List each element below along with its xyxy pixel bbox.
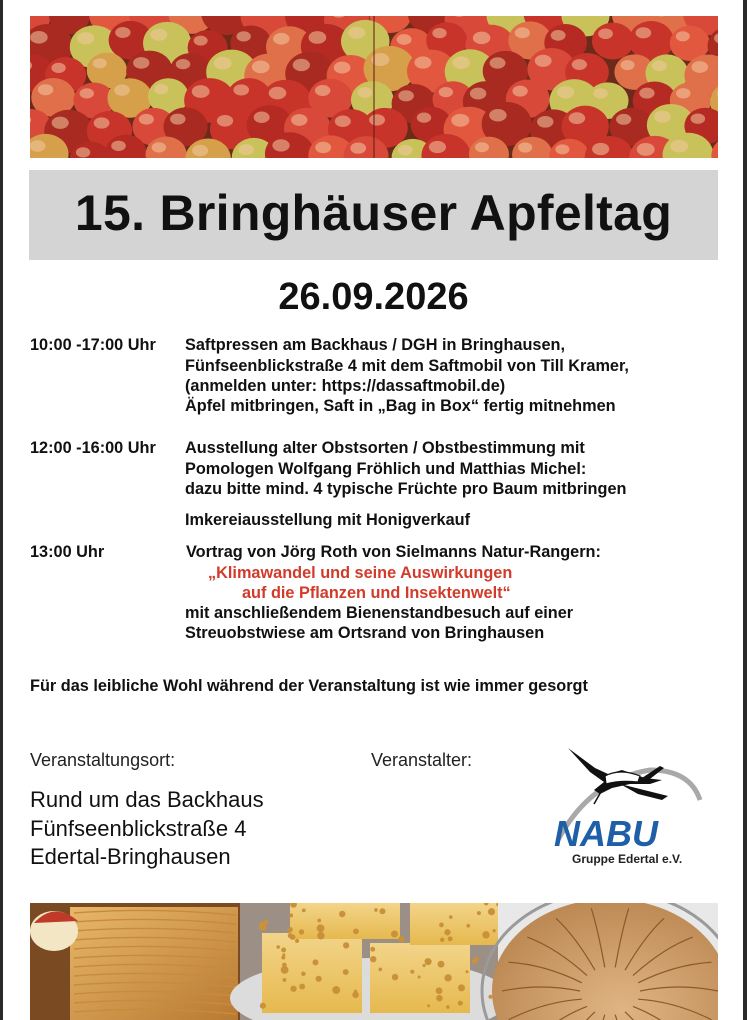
program-2-line-2: Pomologen Wolfgang Fröhlich und Matthias Michel: [185,459,587,478]
venue-line-2: Fünfseenblickstraße 4 [30,815,247,841]
program-3-intro: Vortrag von Jörg Roth von Sielmanns Natur-Rangern: [186,543,601,561]
program-2-line-1: Ausstellung alter Obstsorten / Obstbestimmung mit [185,439,585,457]
organizer-label: Veranstalter: [371,750,473,770]
apple-pie-photo [482,903,718,1020]
crumb-cake-photo [230,903,510,1020]
venue-address [30,786,264,872]
time-slot-1: 10:00 -17:00 Uhr [30,336,156,354]
program-2-extra: Imkereiausstellung mit Honigverkauf [185,511,471,529]
nabu-logo-subtitle: Gruppe Edertal e.V. [572,852,683,866]
venue-line-3: Edertal-Bringhausen [30,844,231,869]
program-1-line-1: Saftpressen am Backhaus / DGH in Bringhausen, [185,336,566,354]
nabu-logo [550,740,720,870]
stork-icon [568,748,668,804]
footer-photos [30,903,718,1020]
title-band [29,170,718,260]
time-slot-2: 12:00 -16:00 Uhr [30,439,156,457]
program-1-line-4: Äpfel mitbringen, Saft in „Bag in Box“ fertig mitnehmen [185,397,616,415]
program-1-line-3: (anmelden unter: https://dassaftmobil.de) [185,376,506,395]
venue-label: Veranstaltungsort: [30,750,176,770]
program-3-line-1: mit anschließendem Bienenstandbesuch auf einer [185,604,574,622]
venue-line-1: Rund um das Backhaus [30,787,264,812]
page-border-right [743,0,747,1020]
page-title: 15. Bringhäuser Apfeltag [74,185,673,241]
page-border-left [0,0,3,1020]
time-slot-3: 13:00 Uhr [30,543,105,561]
program-3-line-2: Streuobstwiese am Ortsrand von Bringhausen [185,624,545,642]
event-date: 26.09.2026 [278,276,469,318]
apples-photo [30,16,718,158]
apple-tart-photo [30,903,240,1020]
catering-note: Für das leibliche Wohl während der Veranstaltung ist wie immer gesorgt [30,677,588,695]
program-2-line-3: dazu bitte mind. 4 typische Früchte pro Baum mitbringen [185,480,627,498]
lecture-title-line-1: „Klimawandel und seine Auswirkungen [208,564,513,582]
nabu-logo-text: NABU [554,813,658,854]
lecture-title-line-2: auf die Pflanzen und Insektenwelt“ [242,584,511,602]
program-1-line-2: Fünfseenblickstraße 4 mit dem Saftmobil von Till Kramer, [185,356,629,375]
